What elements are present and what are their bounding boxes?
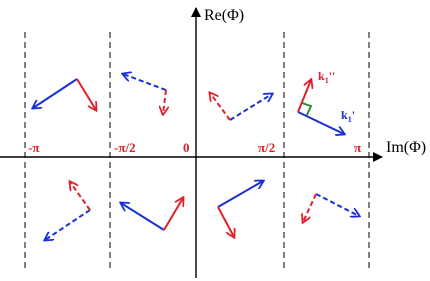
tick-label-pi: π	[354, 140, 362, 155]
vector-red-k1-double-prime	[298, 80, 311, 112]
vector-red-bottom-2	[164, 198, 183, 230]
label-k1-prime: $k_1'$	[341, 108, 356, 124]
vector-blue-k1-prime	[298, 112, 344, 134]
vector-red-bottom-4	[303, 194, 316, 222]
vector-blue-top-2	[123, 74, 166, 90]
vector-red-bottom-3	[218, 207, 234, 237]
vector-red-bottom-1	[70, 182, 90, 210]
vector-blue-top-1	[33, 79, 77, 108]
vector-red-top-1	[77, 79, 96, 110]
tick-label-half-pi: π/2	[258, 140, 276, 155]
vector-blue-bottom-2	[121, 203, 164, 230]
axis-label-im: Im(Φ)	[386, 139, 427, 156]
tick-label-neg-pi: -π	[28, 140, 40, 155]
vector-red-top-2	[163, 90, 166, 114]
tick-label-zero: 0	[183, 140, 190, 155]
vector-blue-bottom-4	[316, 194, 359, 216]
vector-blue-bottom-3	[218, 181, 263, 207]
vector-blue-bottom-1	[45, 210, 90, 240]
axis-label-re: Re(Φ)	[204, 7, 245, 24]
right-angle-marker	[302, 103, 311, 115]
vector-blue-top-3	[230, 94, 272, 120]
label-k1-double-prime: $k_1''$	[318, 69, 336, 85]
vector-red-top-3	[210, 93, 230, 120]
tick-label-neg-half-pi: -π/2	[114, 140, 136, 155]
